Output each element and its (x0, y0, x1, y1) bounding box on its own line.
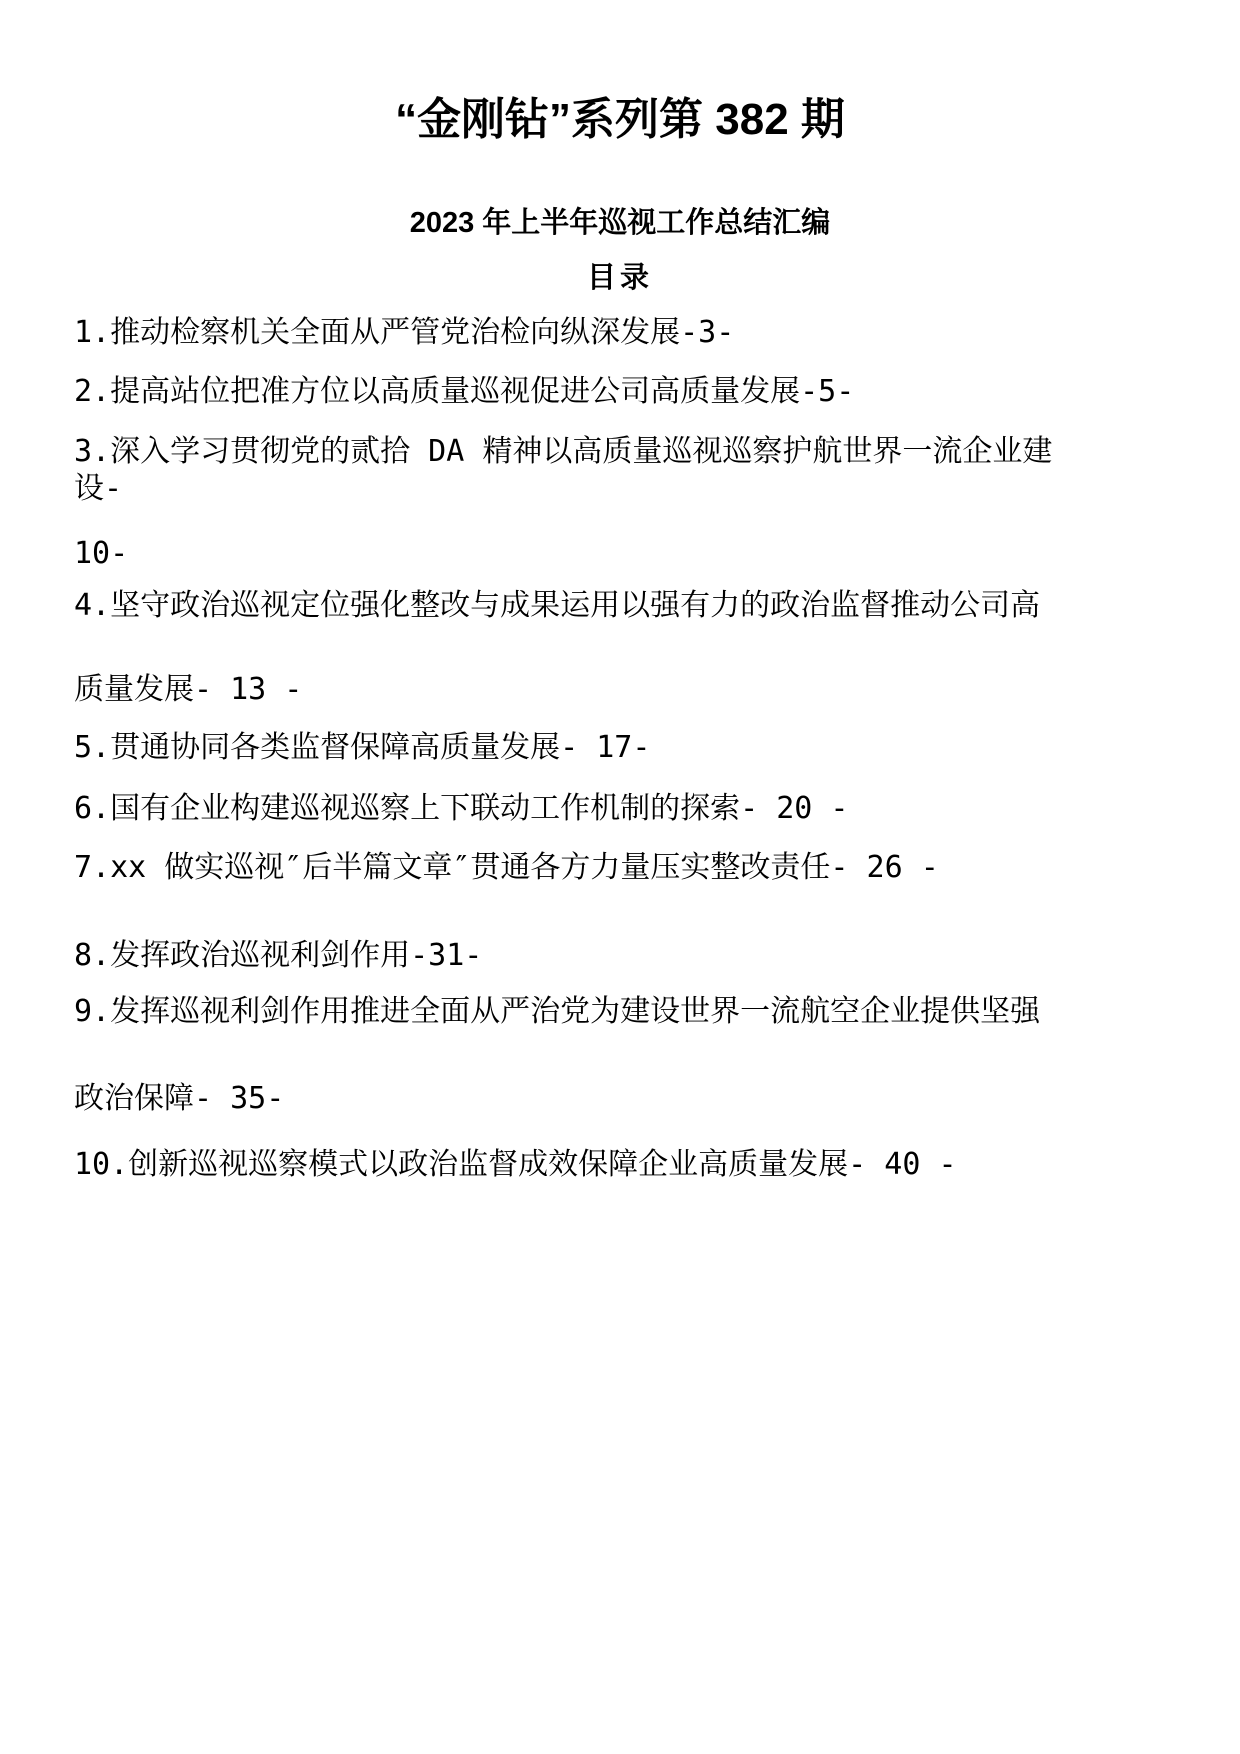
toc-entry-10: 10.创新巡视巡察模式以政治监督成效保障企业高质量发展- 40 - (74, 1147, 957, 1182)
toc-entry-6: 6.国有企业构建巡视巡察上下联动工作机制的探索- 20 - (74, 791, 849, 826)
toc-entry-9-continued: 政治保障- 35- (74, 1081, 285, 1116)
toc-entry-3: 3.深入学习贯彻党的贰拾 DA 精神以高质量巡视巡察护航世界一流企业建 (74, 434, 1053, 469)
toc-entry-2: 2.提高站位把准方位以高质量巡视促进公司高质量发展-5- (74, 374, 855, 409)
toc-entry-3-continued: 设- (74, 471, 123, 506)
toc-entry-3-page: 10- (74, 536, 129, 571)
toc-entry-5: 5.贯通协同各类监督保障高质量发展- 17- (74, 730, 651, 765)
toc-entry-9: 9.发挥巡视利剑作用推进全面从严治党为建设世界一流航空企业提供坚强 (74, 994, 1041, 1029)
toc-entry-4-continued: 质量发展- 13 - (74, 672, 303, 707)
toc-entry-4: 4.坚守政治巡视定位强化整改与成果运用以强有力的政治监督推动公司高 (74, 588, 1041, 623)
toc-entry-7: 7.xx 做实巡视″后半篇文章″贯通各方力量压实整改责任- 26 - (74, 850, 939, 885)
document-subtitle: 2023 年上半年巡视工作总结汇编 (409, 207, 831, 239)
document-title: “金刚钻”系列第 382 期 (395, 95, 845, 144)
toc-entry-8: 8.发挥政治巡视利剑作用-31- (74, 938, 483, 973)
toc-heading: 目录 (586, 262, 653, 294)
toc-entry-1: 1.推动检察机关全面从严管党治检向纵深发展-3- (74, 315, 735, 350)
